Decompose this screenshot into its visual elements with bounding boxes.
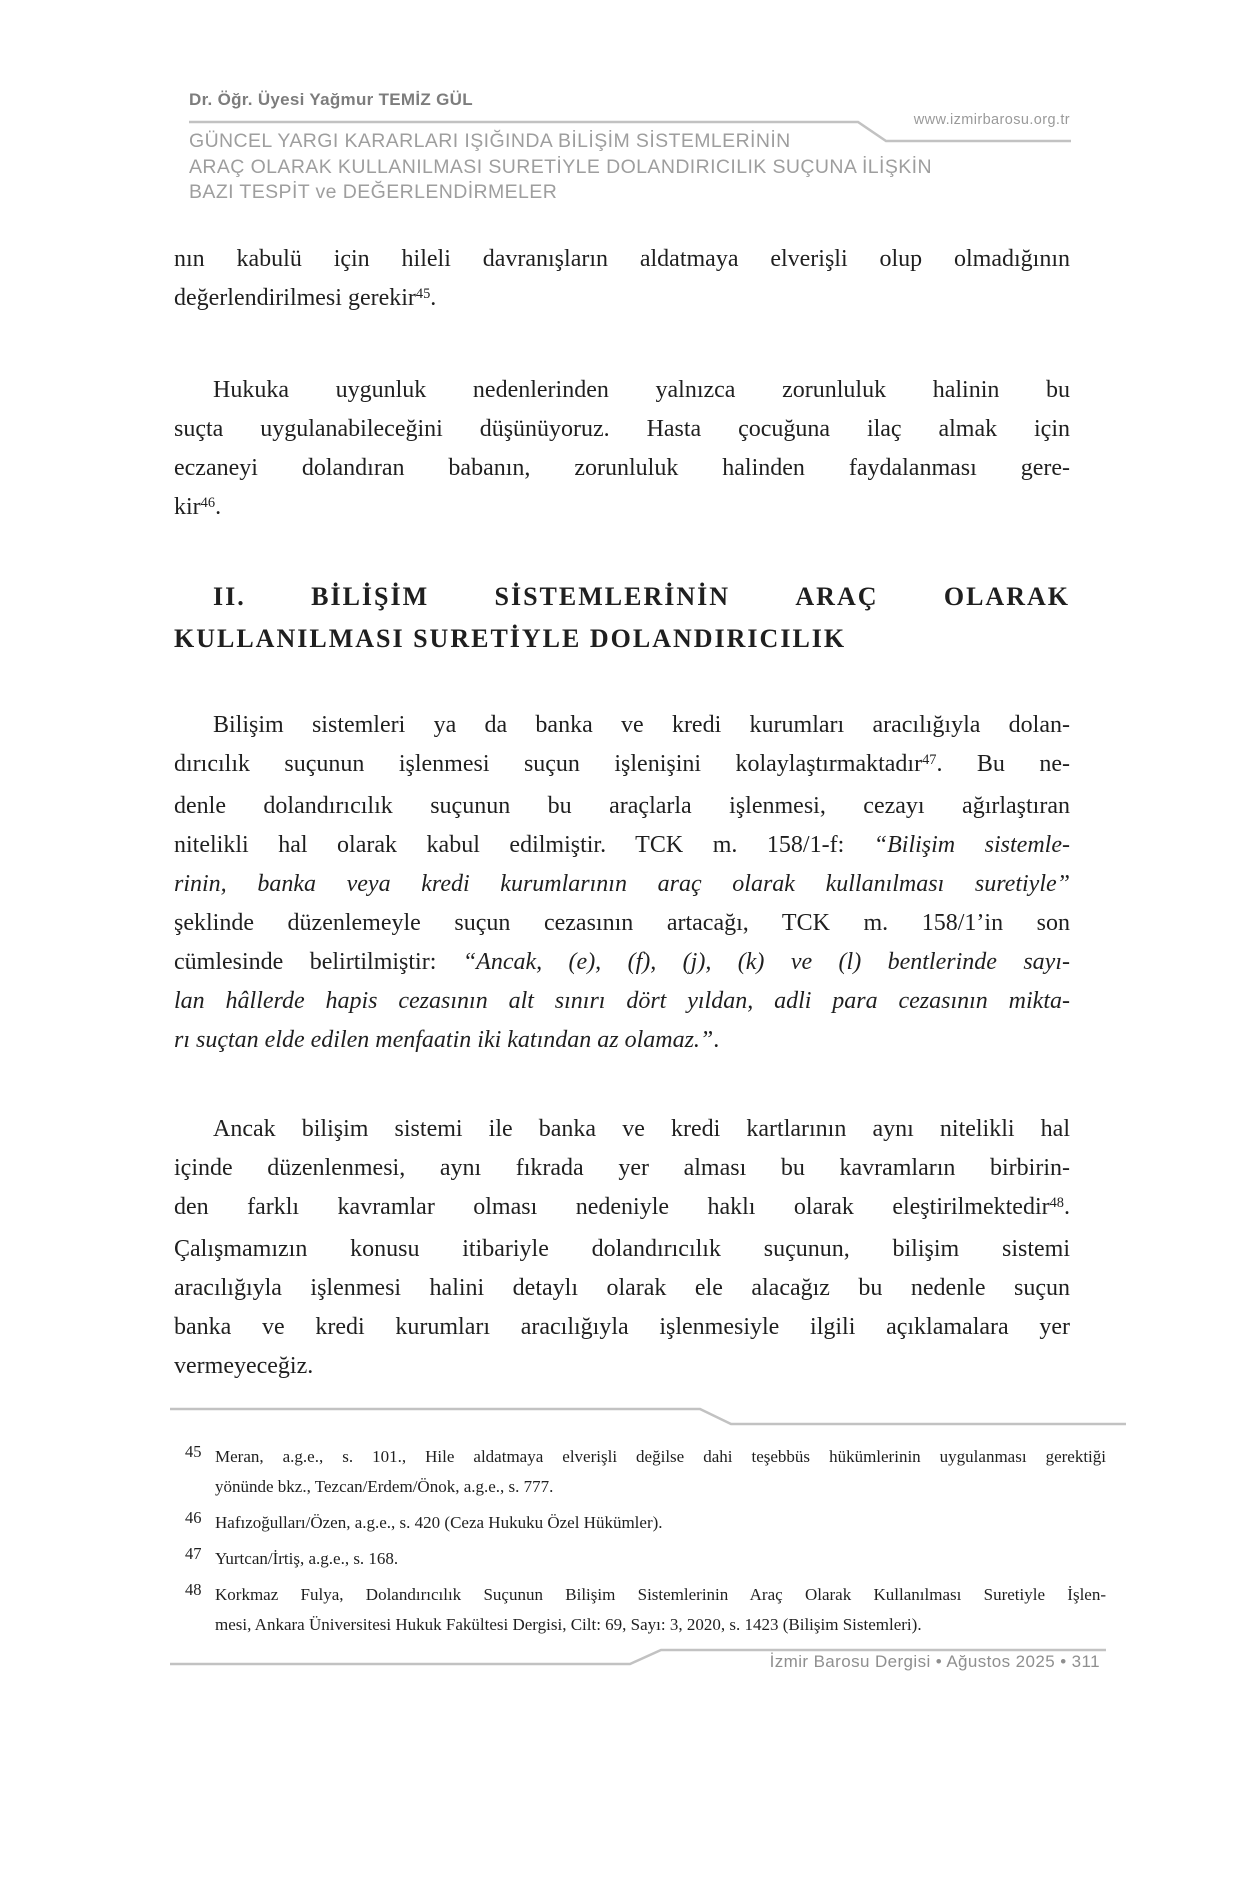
footnote-number: 46: [185, 1508, 202, 1527]
paragraph: Hukuka uygunluk nedenlerinden yalnızca zorunluluk halinin bu suçta uygulanabileceğini düşünüyoruz. Hasta çocuğuna ilaç almak için eczaneyi dolandıran babanın, zorunluluk halinden faydalanması gere- kir$^{46}$.: [174, 377, 1070, 520]
footnote-number: 48: [185, 1580, 202, 1599]
article-title: [189, 129, 932, 206]
footnotes: [185, 1442, 1106, 1646]
author-name: Dr. Öğr. Üyesi Yağmur TEMİZ GÜL: [189, 90, 473, 109]
paragraph: Bilişim sistemleri ya da banka ve kredi kurumları aracılığıyla dolan- dırıcılık suçunun işlenmesi suçun işlenişini kolaylaştırmaktadır$^{47}$. Bu ne- denle dolandırıcılık suçunun bu araçlarla işlenmesi, cezayı ağırlaştıran nitelikli hal olarak kabul edilmiştir. TCK m. 158/1-f: “Bilişim sistemle- rinin, banka veya kredi kurumlarının araç olarak kullanılması suretiyle” şeklinde düzenlemeyle suçun cezasının artacağı, TCK m. 158/1’in son cümlesinde belirtilmiştir: “Ancak, (e), (f), (j), (k) ve (l) bentlerinde sayı- lan hâllerde hapis cezasının alt sınırı dört yıldan, adli para cezasının mikta- rı suçtan elde edilen menfaatin iki katından az olamaz.”.: [174, 712, 1071, 1053]
page-footer: İzmir Barosu Dergisi • Ağustos 2025 • 311: [769, 1652, 1100, 1671]
article-title-line: ARAÇ OLARAK KULLANILMASI SURETİYLE DOLANDIRICILIK SUÇUNA İLİŞKİN: [189, 155, 932, 178]
article-title-line: GÜNCEL YARGI KARARLARI IŞIĞINDA BİLİŞİM SİSTEMLERİNİN: [189, 130, 791, 152]
footnote-number: 45: [185, 1442, 202, 1461]
journal-website: www.izmirbarosu.org.tr: [913, 112, 1070, 128]
footnote: 48 Korkmaz Fulya, Dolandırıcılık Suçunun Bilişim Sistemlerinin Araç Olarak Kullanılması Suretiyle İşlen- mesi, Ankara Üniversitesi Hukuk Fakültesi Dergisi, Cilt: 69, Sayı: 3, 2020, s. 1423 (Bilişim Sistemleri).: [185, 1580, 1106, 1640]
footnote-number: 47: [185, 1544, 202, 1563]
footnote: 47 Yurtcan/İrtiş, a.g.e., s. 168.: [185, 1544, 1106, 1574]
paragraph: Ancak bilişim sistemi ile banka ve kredi kartlarının aynı nitelikli hal içinde düzenlenmesi, aynı fıkrada yer alması bu kavramların birbirin- den farklı kavramlar olması nedeniyle haklı olarak eleştirilmektedir$^{48}$. Çalışmamızın konusu itibariyle dolandırıcılık suçunun, bilişim sistemi aracılığıyla işlenmesi halini detaylı olarak ele alacağız bu nedenle suçun banka ve kredi kurumları aracılığıyla işlenmesiyle ilgili açıklamalara yer vermeyeceğiz.: [174, 1116, 1070, 1379]
body-text: [174, 240, 1070, 1386]
footnote: 46 Hafızoğulları/Özen, a.g.e., s. 420 (Ceza Hukuku Özel Hükümler).: [185, 1508, 1106, 1538]
section-heading: II. BİLİŞİM SİSTEMLERİNİN ARAÇ OLARAK KULLANILMASI SURETİYLE DOLANDIRICILIK: [174, 582, 1070, 653]
article-title-line: BAZI TESPİT ve DEĞERLENDİRMELER: [189, 181, 558, 203]
footnote: 45 Meran, a.g.e., s. 101., Hile aldatmaya elverişli değilse dahi teşebbüs hükümlerinin uygulanması gerektiği yönünde bkz., Tezcan/Erdem/Önok, a.g.e., s. 777.: [185, 1442, 1106, 1502]
paragraph: nın kabulü için hileli davranışların aldatmaya elverişli olup olmadığının değerlendirilmesi gerekir$^{45}$.: [174, 246, 1070, 311]
